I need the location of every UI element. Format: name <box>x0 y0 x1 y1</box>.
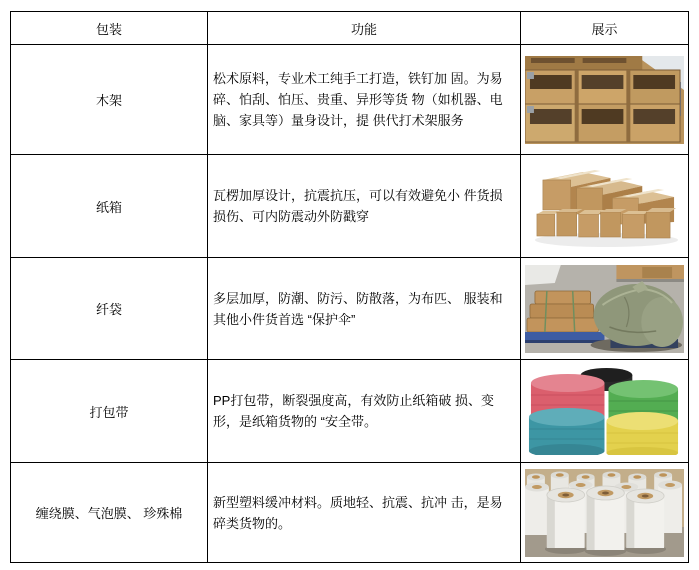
packaging-info-table <box>10 11 689 563</box>
function-text-fiber-bag: 多层加厚，防潮、防污、防散落，为布匹、 服装和其他小件货首选 “保护伞” <box>208 258 521 360</box>
packaging-name-wooden-frame: 木架 <box>11 45 208 155</box>
function-text-films: 新型塑料缓冲材料。质地轻、抗震、抗冲 击，是易碎类货物的。 <box>208 463 521 563</box>
header-packaging: 包装 <box>11 12 208 45</box>
packaging-name-carton: 纸箱 <box>11 155 208 258</box>
table-row <box>11 155 689 258</box>
table-row <box>11 463 689 563</box>
display-cell <box>521 463 689 563</box>
wooden-crates-photo <box>525 56 684 144</box>
header-function: 功能 <box>208 12 521 45</box>
display-cell <box>521 360 689 463</box>
function-text-strap: PP打包带，断裂强度高，有效防止纸箱破 损、变形，是纸箱货物的 “安全带。 <box>208 360 521 463</box>
packaging-name-strap: 打包带 <box>11 360 208 463</box>
function-text-wooden-frame: 松术原料，专业术工纯手工打造，铁钉加 固。为易碎、怕刮、怕压、贵重、异形等货 物（如机器、电脑、家具等）量身设计，提 供代打术架服务 <box>208 45 521 155</box>
cardboard-boxes-photo <box>525 162 684 250</box>
function-text-carton: 瓦楞加厚设计，抗震抗压，可以有效避免小 件货损损伤、可内防震动外防戳穿 <box>208 155 521 258</box>
strap-rolls-photo <box>525 367 684 455</box>
table-row <box>11 360 689 463</box>
packaging-name-films: 缠绕膜、气泡膜、 珍殊棉 <box>11 463 208 563</box>
header-display: 展示 <box>521 12 689 45</box>
packaging-name-fiber-bag: 纤袋 <box>11 258 208 360</box>
header-row <box>11 12 689 45</box>
display-cell <box>521 155 689 258</box>
film-rolls-photo <box>525 469 684 557</box>
woven-bags-photo <box>525 265 684 353</box>
table-row <box>11 258 689 360</box>
table-row <box>11 45 689 155</box>
display-cell <box>521 258 689 360</box>
display-cell <box>521 45 689 155</box>
